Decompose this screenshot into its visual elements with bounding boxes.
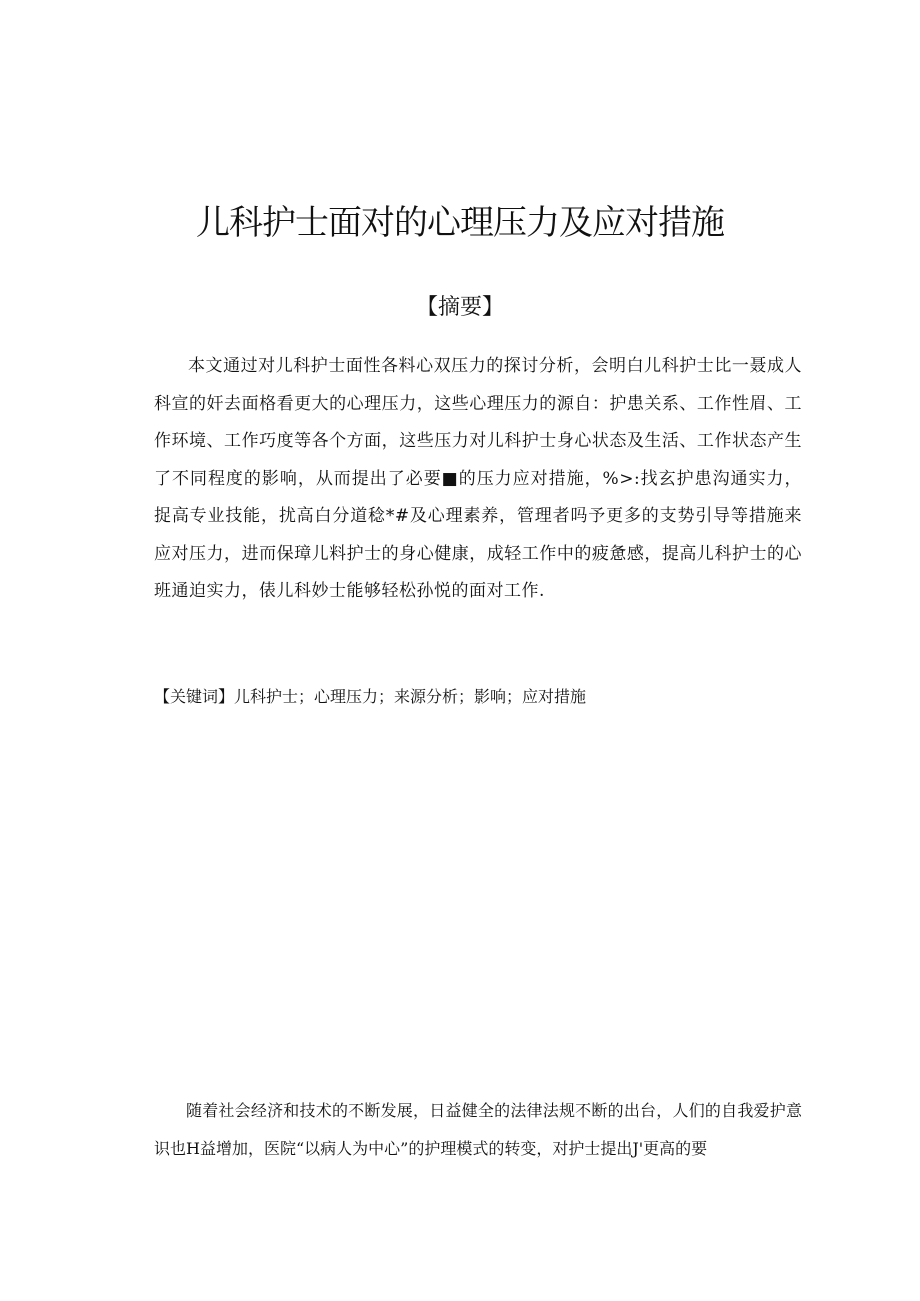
document-title: 儿科护士面对的心理压力及应对措施 <box>196 203 724 243</box>
keywords-line: 【关键词】儿科护士；心理压力；来源分析；影响；应对措施 <box>154 687 587 706</box>
abstract-body: 本文通过对儿科护士面性各料心双压力的探讨分析，会明白儿科护士比一聂成人科宣的奸去面格看更大的心理压力，这些心理压力的源自：护患关系、工作性眉、工作环境、工作巧度等各个方面，这些压力对儿科护士身心状态及生活、工作状态产生了不同程度的影响，从而提出了必要■的压力应对措施，%>:找玄护患沟通实力，捉高专业技能，扰高白分道稔*#及心理素养，管理者吗予更多的支势引导等措施来应对压力，进而保璋儿料护士的身心健康，成轻工作中的疲惫感，提高儿科护士的心班通迫实力，俵儿科妙士能够轻松孙悦的面对工作. <box>154 356 802 601</box>
intro-paragraph: 随着社会经济和技术的不断发展，日益健全的法律法规不断的出台，人们的自我爱护意识也H益增加，医院“以病人为中心”的护理模式的转变，对护士提出J'更高的要 <box>154 1101 802 1158</box>
abstract-heading: 【摘要】 <box>415 295 504 320</box>
